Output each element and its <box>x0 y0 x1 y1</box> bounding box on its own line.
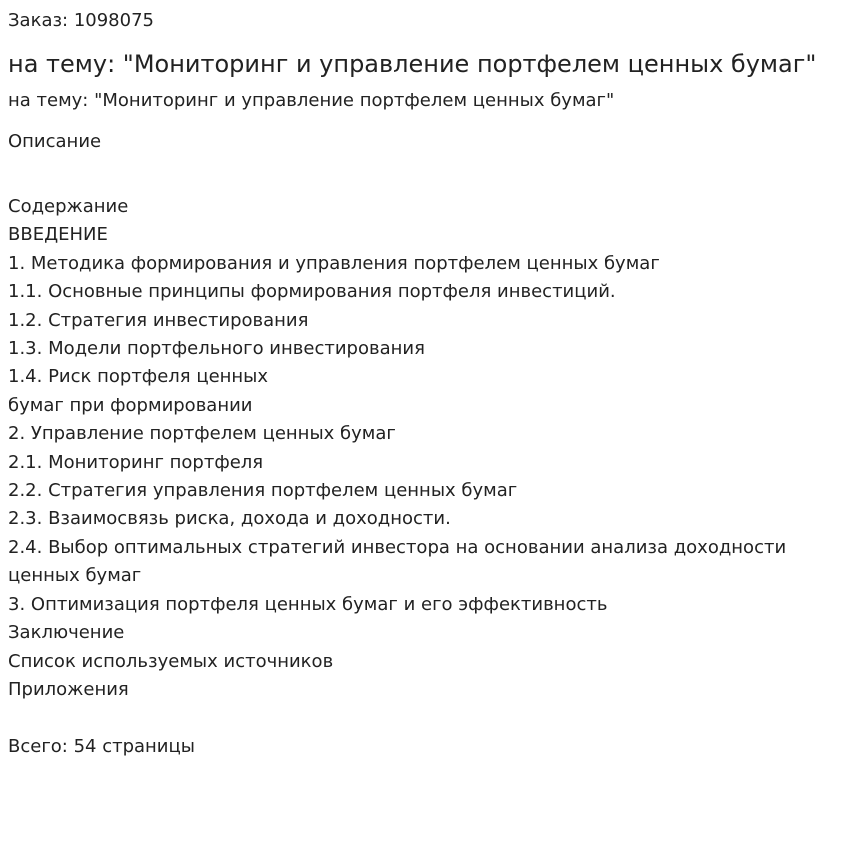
contents-item-2-4: 2.4. Выбор оптимальных стратегий инвестора на основании анализа доходности ценных бумаг <box>8 536 787 587</box>
contents-item-appendix: Приложения <box>8 678 129 700</box>
total-pages: Всего: 54 страницы <box>8 735 195 757</box>
contents-item-3: 3. Оптимизация портфеля ценных бумаг и его эффективность <box>8 593 608 615</box>
contents-item-2-3: 2.3. Взаимосвязь риска, дохода и доходности. <box>8 508 451 530</box>
contents-item-1-3: 1.3. Модели портфельного инвестирования <box>8 338 425 360</box>
description-label: Описание <box>8 131 102 152</box>
contents-item-1-1: 1.1. Основные принципы формирования портфеля инвестиций. <box>8 281 616 303</box>
page-title: на тему: "Мониторинг и управление портфелем ценных бумаг" <box>8 50 817 78</box>
contents-item-1-4: 1.4. Риск портфеля ценных <box>8 366 269 388</box>
contents-item-sources: Список используемых источников <box>8 650 334 672</box>
contents-block <box>8 193 843 761</box>
contents-item-2-2: 2.2. Стратегия управления портфелем ценных бумаг <box>8 480 518 502</box>
contents-item-1-4-cont: бумаг при формировании <box>8 394 253 416</box>
page-subtitle: на тему: "Мониторинг и управление портфелем ценных бумаг" <box>8 90 615 111</box>
contents-item-intro: ВВЕДЕНИЕ <box>8 224 108 246</box>
order-number: Заказ: 1098075 <box>8 10 154 31</box>
contents-item-1: 1. Методика формирования и управления портфелем ценных бумаг <box>8 252 660 274</box>
contents-item-2-1: 2.1. Мониторинг портфеля <box>8 451 264 473</box>
contents-item-2: 2. Управление портфелем ценных бумаг <box>8 423 396 445</box>
blank-line <box>8 704 843 732</box>
contents-item-1-2: 1.2. Стратегия инвестирования <box>8 309 309 331</box>
contents-heading: Содержание <box>8 196 129 217</box>
contents-item-conclusion: Заключение <box>8 622 125 644</box>
